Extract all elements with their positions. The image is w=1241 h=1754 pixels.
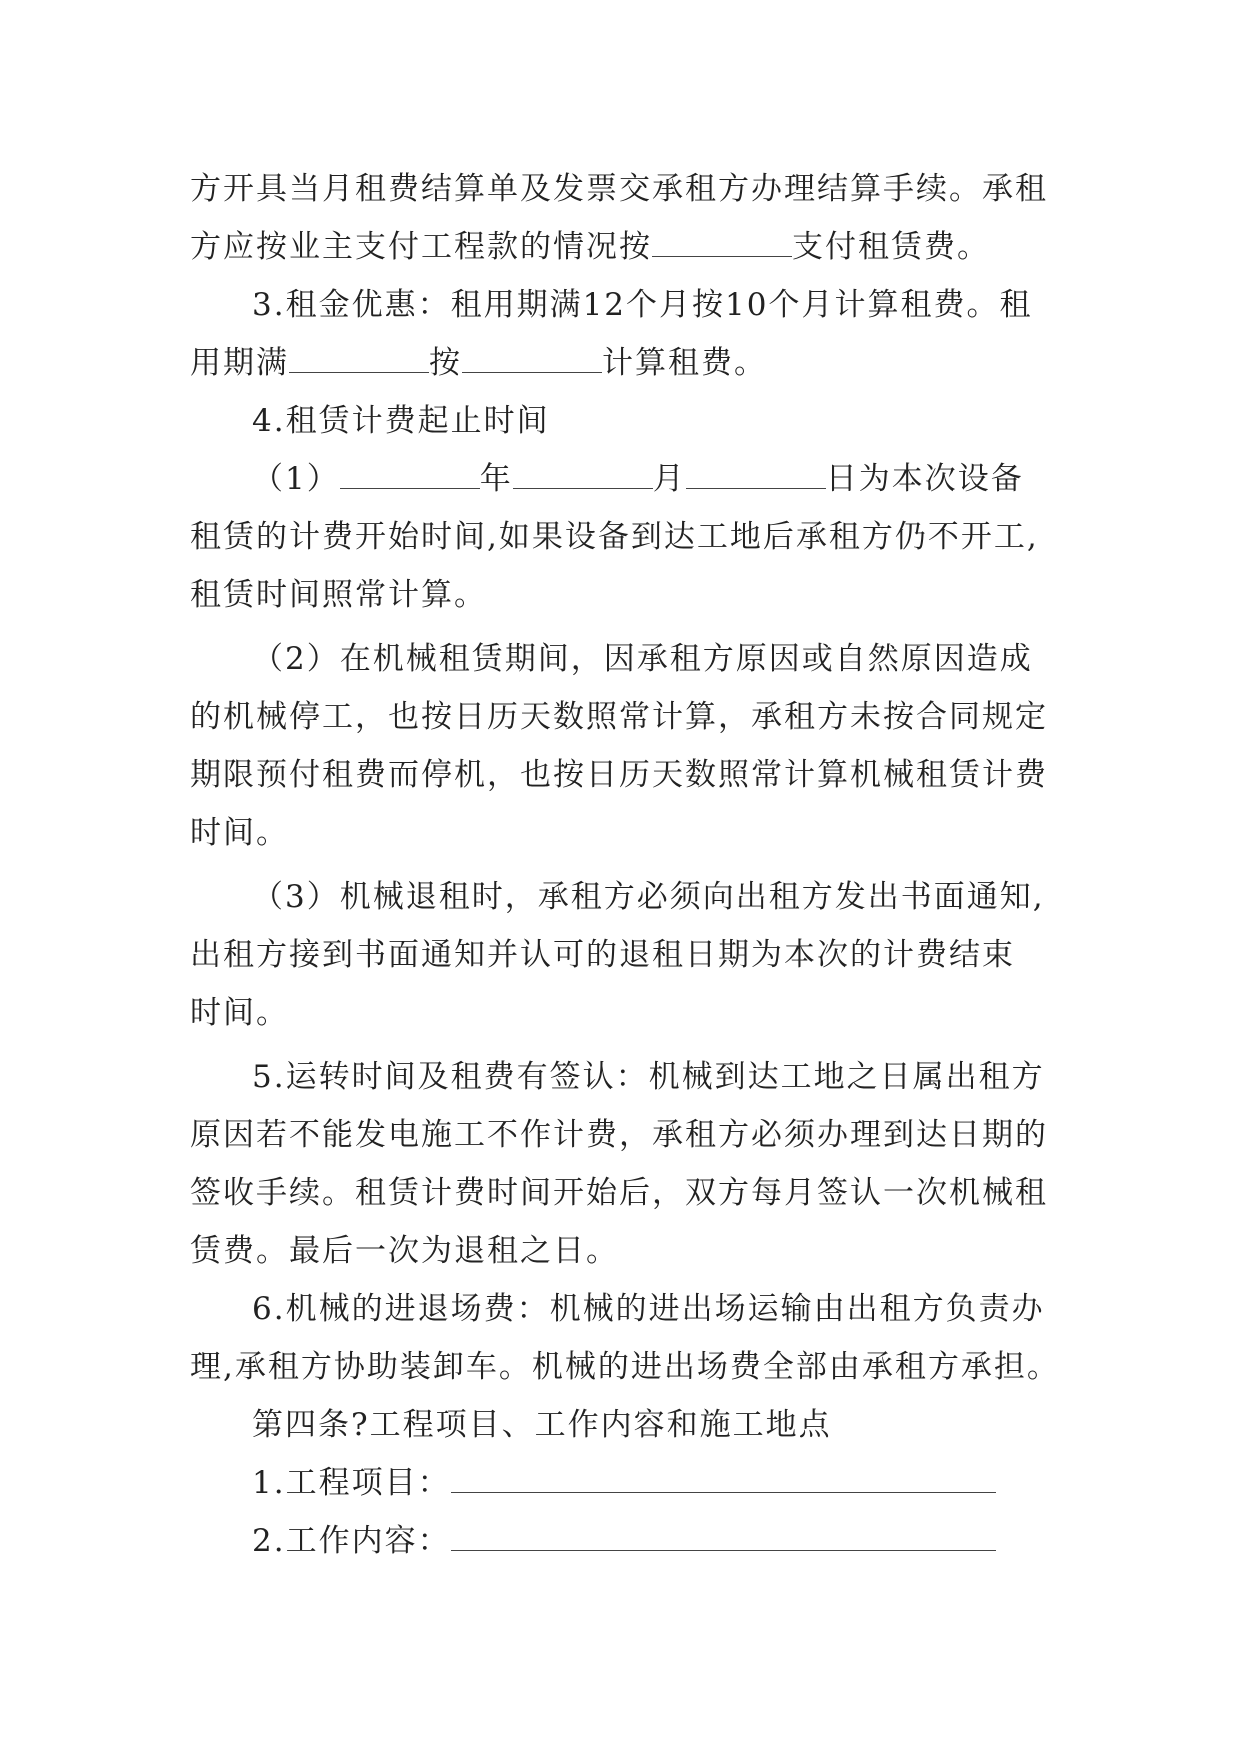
text-line: 方开具当月租费结算单及发票交承租方办理结算手续。承租 <box>190 171 1048 207</box>
work-content-fill-blank[interactable] <box>451 1518 996 1551</box>
text-segment: 用期满 <box>190 345 289 381</box>
fill-blank-month[interactable] <box>513 456 653 489</box>
text-line: （2）在机械租赁期间，因承租方原因或自然原因造成 <box>252 641 1033 677</box>
fill-blank-year[interactable] <box>340 456 480 489</box>
text-segment: 按 <box>429 345 462 381</box>
field-label: 2.工作内容： <box>252 1523 451 1559</box>
text-segment: 支付租赁费。 <box>792 229 990 265</box>
text-line: 理,承租方协助装卸车。机械的进出场费全部由承租方承担。 <box>190 1349 1060 1385</box>
project-fill-blank[interactable] <box>451 1460 996 1493</box>
paragraph-billing-start <box>190 450 1050 624</box>
text-line: 时间。 <box>190 995 289 1031</box>
text-segment: （1） <box>252 461 340 497</box>
text-line <box>190 1512 1050 1570</box>
text-line: 租赁时间照常计算。 <box>190 577 487 613</box>
text-line: 出租方接到书面通知并认可的退租日期为本次的计费结束 <box>190 937 1015 973</box>
fill-blank[interactable] <box>652 224 792 257</box>
text-line: 赁费。最后一次为退租之日。 <box>190 1233 619 1269</box>
document-body <box>190 160 1060 1570</box>
text-line <box>190 218 1050 276</box>
text-segment: 日为本次设备 <box>825 461 1024 497</box>
text-line: 6.机械的进退场费：机械的进出场运输由出租方负责办 <box>252 1291 1045 1327</box>
fill-blank[interactable] <box>462 340 602 373</box>
text-line: 5.运转时间及租费有签认：机械到达工地之日属出租方 <box>252 1059 1045 1095</box>
text-line: 期限预付租费而停机，也按日历天数照常计算机械租赁计费 <box>190 757 1048 793</box>
text-line: 4.租赁计费起止时间 <box>252 403 550 439</box>
field-project <box>190 1454 1050 1512</box>
paragraph-operation-time <box>190 1048 1050 1280</box>
field-work-content <box>190 1512 1050 1570</box>
text-line: 签收手续。租赁计费时间开始后，双方每月签认一次机械租 <box>190 1175 1048 1211</box>
text-line <box>190 450 1050 508</box>
text-line: （3）机械退租时，承租方必须向出租方发出书面通知, <box>252 879 1045 915</box>
text-line: 时间。 <box>190 815 289 851</box>
paragraph-site-fee <box>190 1280 1060 1396</box>
text-line: 3.租金优惠：租用期满12个月按10个月计算租费。租 <box>252 287 1033 323</box>
text-line: 的机械停工，也按日历天数照常计算，承租方未按合同规定 <box>190 699 1048 735</box>
text-segment: 月 <box>652 461 686 497</box>
field-label: 1.工程项目： <box>252 1465 451 1501</box>
section-heading-article-4 <box>190 1396 1050 1454</box>
text-line <box>190 334 1050 392</box>
paragraph-stoppage <box>190 630 1050 862</box>
paragraph-settlement <box>190 160 1050 276</box>
paragraph-return <box>190 868 1050 1042</box>
text-line: 租赁的计费开始时间,如果设备到达工地后承租方仍不开工, <box>190 519 1039 555</box>
text-segment: 计算租费。 <box>602 345 767 381</box>
text-segment: 年 <box>479 461 513 497</box>
fill-blank[interactable] <box>289 340 429 373</box>
text-line: 原因若不能发电施工不作计费，承租方必须办理到达日期的 <box>190 1117 1048 1153</box>
text-line <box>190 1454 1050 1512</box>
fill-blank-day[interactable] <box>686 456 826 489</box>
paragraph-rent-discount <box>190 276 1050 392</box>
text-line: 第四条?工程项目、工作内容和施工地点 <box>252 1407 832 1443</box>
text-segment: 方应按业主支付工程款的情况按 <box>190 229 652 265</box>
paragraph-billing-period <box>190 392 1050 450</box>
